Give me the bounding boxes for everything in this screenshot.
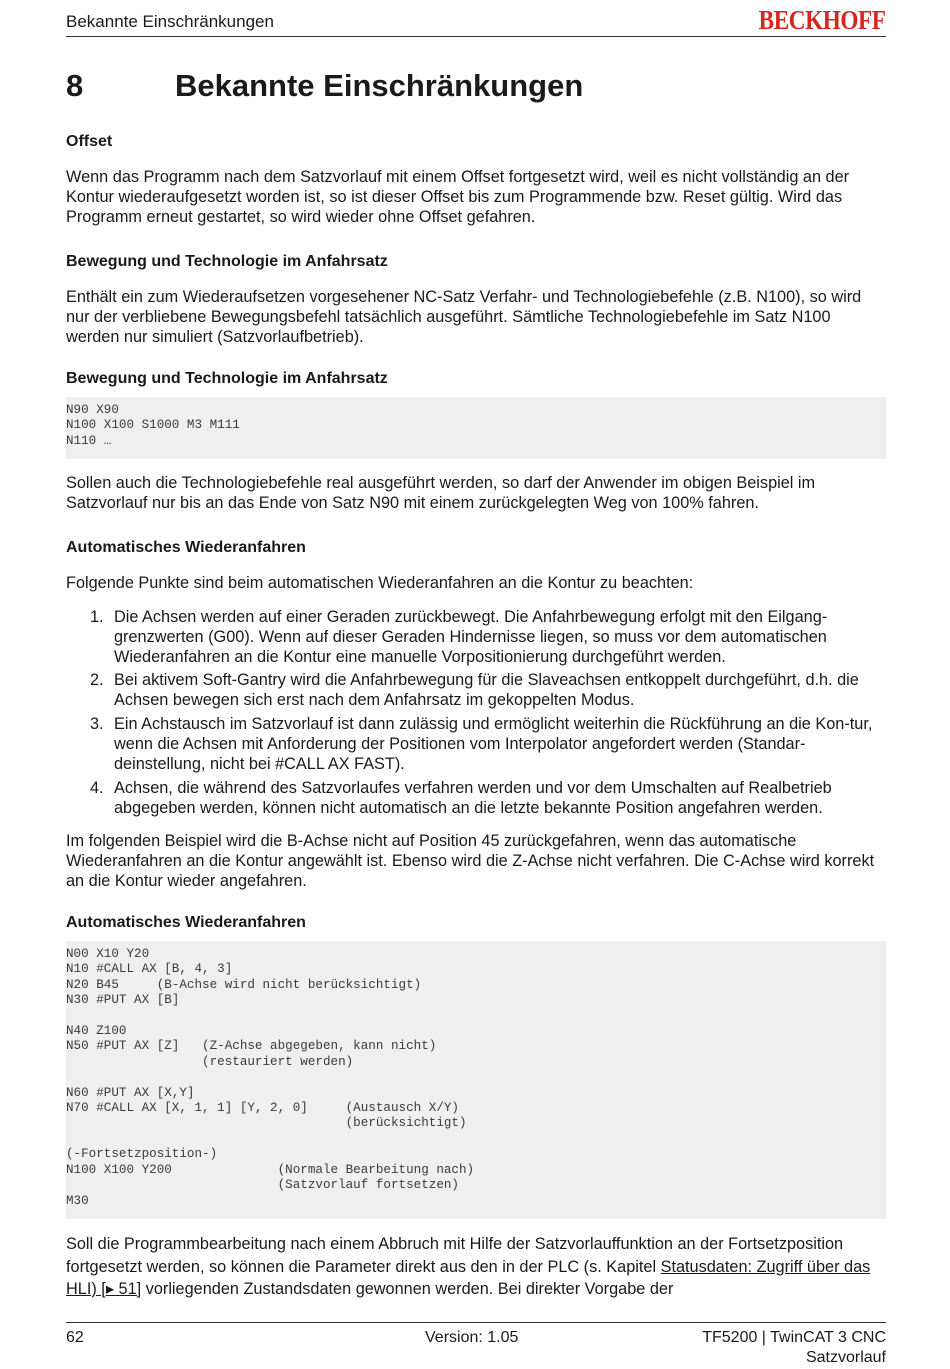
chapter-title: Bekannte Einschränkungen xyxy=(175,68,584,103)
auto-intro-paragraph: Folgende Punkte sind beim automatischen Wiederanfahren an die Kontur zu beachten: xyxy=(66,574,694,592)
header-section-title: Bekannte Einschränkungen xyxy=(66,12,274,31)
footer-divider xyxy=(66,1322,886,1323)
list-item xyxy=(66,607,888,667)
chapter-number: 8 xyxy=(66,68,84,103)
link-page-number: 51] xyxy=(114,1280,142,1298)
footer-version: Version: 1.05 xyxy=(425,1329,519,1346)
offset-paragraph: Wenn das Programm nach dem Satzvorlauf mit einem Offset fortgesetzt wird, weil es nicht vollständig an der Kontur wiederaufgesetzt worden ist, so ist dieser Offset bis zum Programmende bzw. Reset gültig. Wird das Programm erneut gestartet, so wird wieder ohne Offset gefahren. xyxy=(66,168,850,226)
auto-heading: Automatisches Wiederanfahren xyxy=(66,539,306,556)
list-item xyxy=(66,714,888,774)
footer-product: TF5200 | TwinCAT 3 CNC xyxy=(702,1329,886,1346)
list-item-number: 1. xyxy=(90,608,104,626)
list-item-number: 2. xyxy=(90,671,104,689)
example2-title: Automatisches Wiederanfahren xyxy=(66,914,306,931)
list-item-text: Bei aktivem Soft-Gantry wird die Anfahrbewegung für die Slaveachsen entkoppelt durchgeführt, d.h. die Achsen bewegen sich erst nach dem Anfahrsatz im gekoppelten Modus. xyxy=(114,671,859,709)
offset-heading: Offset xyxy=(66,133,113,150)
list-item xyxy=(66,670,888,710)
example2-code-block: N00 X10 Y20 N10 #CALL AX [B, 4, 3] N20 B45 (B-Achse wird nicht berücksichtigt) N30 #PUT AX [B] N40 Z100 N50 #PUT AX [Z] (Z-Achse abgegeben, kann nicht) (restauriert werden) N60 #PUT AX [X,Y] N70 #CALL AX [X, 1, 1] [Y, 2, 0] (Austausch X/Y) (berücksichtigt) (-Fortsetzposition-) N100 X100 Y200 (Normale Bearbeitung nach) (Satzvorlauf fortsetzen) M30 xyxy=(66,941,886,1219)
list-item-text: Ein Achstausch im Satzvorlauf ist dann zulässig und ermöglicht weiterhin die Rückführung an die Kon-tur, wenn die Achsen mit Anforderung der Positionen vom Interpolator angefordert werden (Standar-deinstellung, nicht bei #CALL AX FAST). xyxy=(114,715,873,773)
final-text-before-link: Soll die Programmbearbeitung nach einem Abbruch mit Hilfe der Satzvorlauffunktion an der Fortsetzposition fortgesetzt werden, so können die Parameter direkt aus den in der PLC (s. Kapitel xyxy=(66,1235,844,1276)
after-example1-paragraph: Sollen auch die Technologiebefehle real ausgeführt werden, so darf der Anwender im obigen Beispiel im Satzvorlauf nur bis an das Ende von Satz N90 mit einem zurückgelegten Weg von 100% fahren. xyxy=(66,474,816,512)
bewegung-paragraph: Enthält ein zum Wiederaufsetzen vorgesehener NC-Satz Verfahr- und Technologiebefehle (z.B. N100), so wird nur der verbliebene Bewegungsbefehl tatsächlich ausgeführt. Sämtliche Technologiebefehle im Satz N100 werden nur simuliert (Satzvorlaufbetrieb). xyxy=(66,288,862,346)
list-item-number: 4. xyxy=(90,779,104,797)
header-divider xyxy=(66,36,886,37)
list-item-number: 3. xyxy=(90,715,104,733)
list-item-text: Die Achsen werden auf einer Geraden zurückbewegt. Die Anfahrbewegung erfolgt mit den Eilgang-grenzwerten (G00). Wenn auf dieser Geraden Hindernisse liegen, so muss vor dem automatischen Wiederanfahren an die Kontur eine manuelle Vorpositionierung durchgeführt werden. xyxy=(114,608,828,666)
footer-page-number: 62 xyxy=(66,1329,84,1346)
auto-after-paragraph: Im folgenden Beispiel wird die B-Achse nicht auf Position 45 zurückgefahren, wenn das automatische Wiederanfahren an die Kontur angewählt ist. Ebenso wird die Z-Achse nicht verfahren. Die C-Achse wird korrekt an die Kontur wieder angefahren. xyxy=(66,832,875,890)
link-text: Statusdaten: Zugriff über das HLI) [ xyxy=(66,1257,871,1298)
link-arrow-icon: ▸ xyxy=(105,1280,114,1298)
beckhoff-logo: BECKHOFF xyxy=(759,5,886,35)
final-paragraph xyxy=(66,1233,888,1301)
list-item xyxy=(66,778,888,818)
footer-chapter-name: Satzvorlauf xyxy=(805,1349,886,1366)
final-text-after-link: vorliegenden Zustandsdaten gewonnen werden. Bei direkter Vorgabe der xyxy=(141,1280,674,1298)
list-item-text: Achsen, die während des Satzvorlaufes verfahren werden und vor dem Umschalten auf Realbetrieb abgegeben werden, können nicht automatisch an die letzte bekannte Position angefahren werden. xyxy=(114,779,832,817)
example1-title: Bewegung und Technologie im Anfahrsatz xyxy=(66,370,388,387)
example1-code-block: N90 X90 N100 X100 S1000 M3 M111 N110 … xyxy=(66,397,886,459)
bewegung-heading: Bewegung und Technologie im Anfahrsatz xyxy=(66,253,388,270)
